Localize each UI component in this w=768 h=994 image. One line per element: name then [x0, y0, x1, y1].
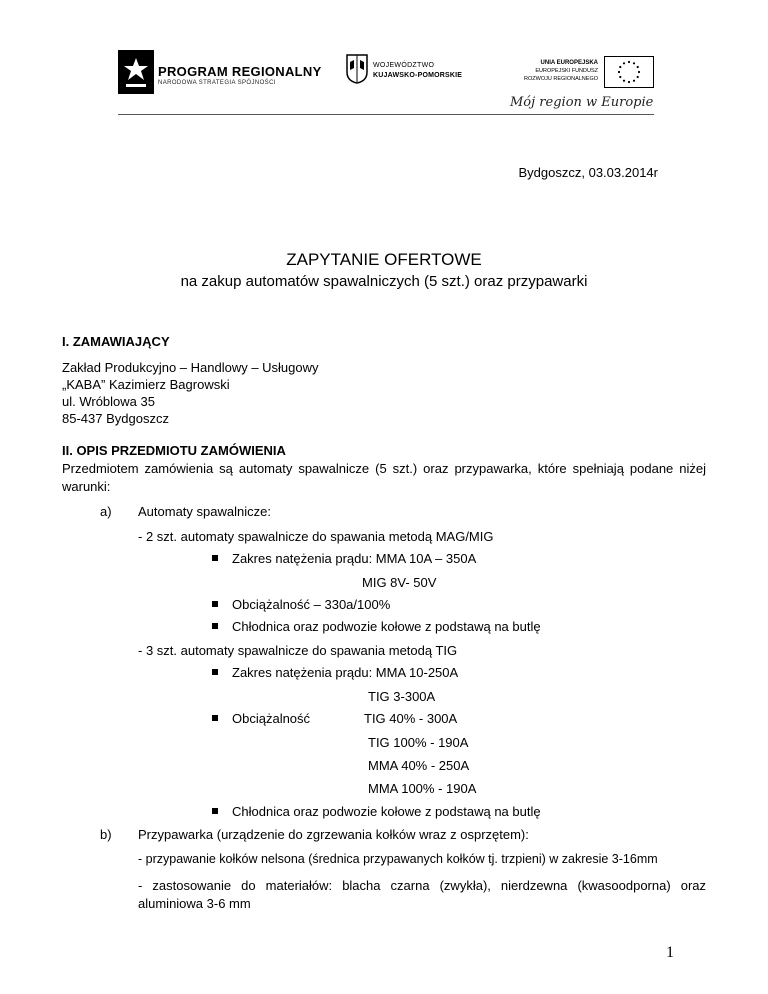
header-divider [118, 114, 654, 115]
eu-text-line2: EUROPEJSKI FUNDUSZ [535, 68, 598, 74]
item-b-line-1: - przypawanie kołków nelsona (średnica przypawanych kołków tj. trzpieni) w zakresie 3-16mm [138, 852, 658, 866]
bullet-icon [212, 623, 218, 629]
group-2-title: - 3 szt. automaty spawalnicze do spawania metodą TIG [138, 643, 458, 658]
document-subtitle: na zakup automatów spawalniczych (5 szt.) oraz przypawarki [180, 273, 588, 290]
orderer-line-4: 85-437 Bydgoszcz [62, 411, 169, 426]
eu-text-line1: UNIA EUROPEJSKA [540, 60, 598, 66]
item-b-label: b) [100, 827, 112, 842]
program-title: PROGRAM REGIONALNY [158, 64, 322, 79]
group-1-current-range-mig: MIG 8V- 50V [362, 575, 437, 590]
group-2-load-value-3: MMA 40% - 250A [368, 758, 470, 773]
region-coat-of-arms-icon [346, 54, 368, 84]
eu-logo [514, 56, 654, 90]
section-2-heading: II. OPIS PRZEDMIOTU ZAMÓWIENIA [62, 443, 286, 458]
group-1-cooler: Chłodnica oraz podwozie kołowe z podstawą na butlę [232, 619, 541, 634]
bullet-icon [212, 601, 218, 607]
section-1-heading: I. ZAMAWIAJĄCY [62, 334, 170, 349]
orderer-line-2: „KABA” Kazimierz Bagrowski [62, 377, 230, 392]
section-2-intro: Przedmiotem zamówienia są automaty spawalnicze (5 szt.) oraz przypawarka, które spełniają podane niżej warunki: [62, 461, 706, 494]
region-logo [346, 54, 486, 90]
bullet-icon [212, 808, 218, 814]
group-2-load-value-1: TIG 40% - 300A [364, 711, 458, 726]
item-b-title: Przypawarka (urządzenie do zgrzewania kołków wraz z osprzętem): [138, 827, 529, 842]
program-logo-emblem-icon [118, 50, 154, 94]
orderer-line-1: Zakład Produkcyjno – Handlowy – Usługowy [62, 360, 319, 375]
group-2-current-range: Zakres natężenia prądu: MMA 10-250A [232, 665, 459, 680]
group-1-current-range: Zakres natężenia prądu: MMA 10A – 350A [232, 551, 477, 566]
group-2-load-value-2: TIG 100% - 190A [368, 735, 469, 750]
program-regionalny-logo [118, 50, 322, 96]
bullet-icon [212, 715, 218, 721]
eu-flag-icon [604, 56, 654, 88]
group-2-load-value-4: MMA 100% - 190A [368, 781, 477, 796]
item-a-title: Automaty spawalnicze: [138, 504, 271, 519]
bullet-icon [212, 555, 218, 561]
item-b-line-2: - zastosowanie do materiałów: blacha czarna (zwykła), nierdzewna (kwasoodporna) oraz aluminiowa 3-6 mm [138, 878, 706, 911]
item-a-label: a) [100, 504, 112, 519]
group-1-title: - 2 szt. automaty spawalnicze do spawania metodą MAG/MIG [138, 529, 494, 544]
orderer-line-3: ul. Wróblowa 35 [62, 394, 155, 409]
bullet-icon [212, 669, 218, 675]
region-name-line2: KUJAWSKO-POMORSKIE [373, 72, 463, 79]
group-2-cooler: Chłodnica oraz podwozie kołowe z podstawą na butlę [232, 804, 541, 819]
group-2-current-range-tig: TIG 3-300A [368, 689, 436, 704]
group-2-load-label: Obciążalność [232, 711, 311, 726]
eu-text-line3: ROZWOJU REGIONALNEGO [524, 76, 598, 82]
group-1-load: Obciążalność – 330a/100% [232, 597, 391, 612]
slogan: Mój region w Europie [510, 95, 654, 110]
page-number: 1 [666, 944, 674, 961]
region-name-line1: WOJEWÓDZTWO [373, 62, 435, 69]
place-date: Bydgoszcz, 03.03.2014r [518, 165, 658, 180]
document-title: ZAPYTANIE OFERTOWE [286, 250, 482, 269]
program-subtitle: NARODOWA STRATEGIA SPÓJNOŚCI [158, 80, 276, 86]
